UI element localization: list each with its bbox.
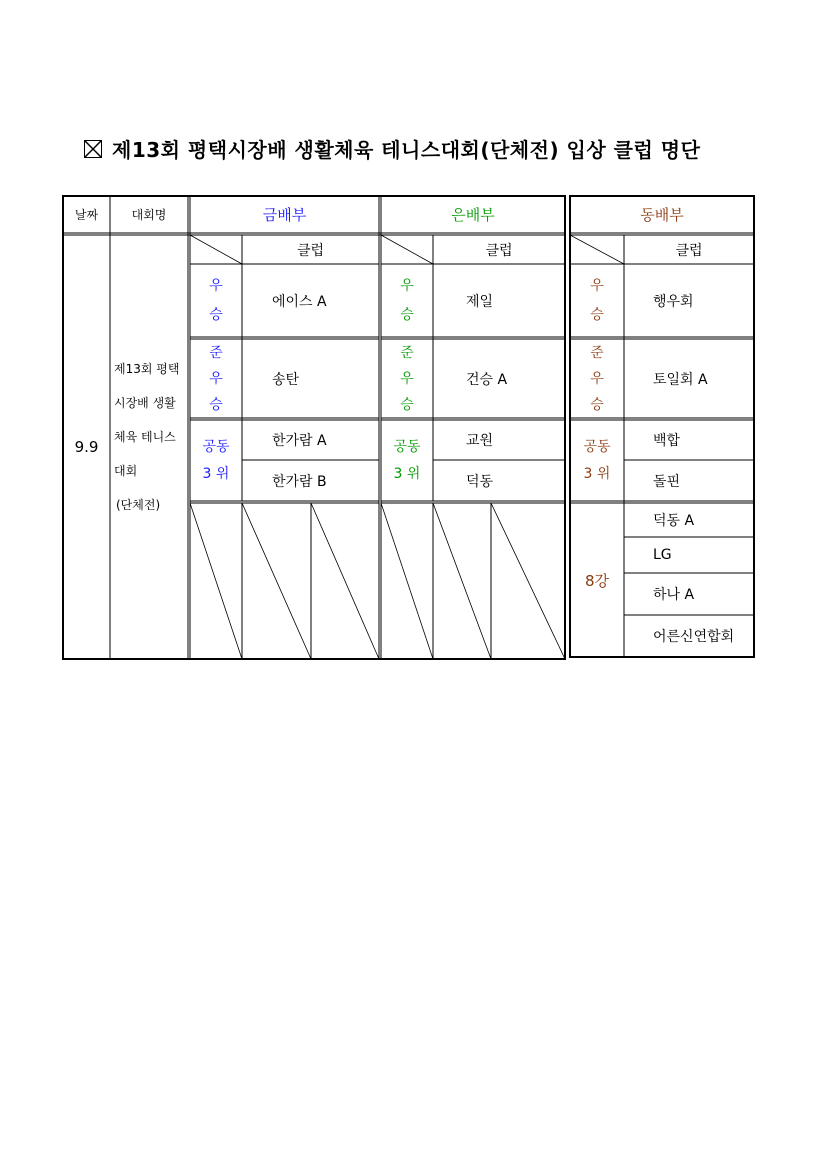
header-silver-division: 은배부 [451,206,495,224]
gold-runner-up-club: 송탄 [272,371,300,388]
bronze-winner-label: 우 승 [590,277,604,323]
silver-club-header: 클럽 [485,242,513,259]
silver-runner-up-label: 준 우 승 [400,344,414,413]
event-line: 시장배 생활 [114,396,176,410]
event-line: (단체전) [116,498,161,512]
gold-third-club-2: 한가람 B [272,473,327,490]
gold-third-label: 공동 3 위 [202,438,230,482]
bronze-eighth-label: 8강 [584,571,610,590]
event-line: 대회 [114,464,138,478]
gold-club-header: 클럽 [296,242,325,259]
bronze-eighth-club-1: 덕동 A [653,513,695,529]
date-cell: 9.9 [74,438,99,456]
silver-runner-up-club: 건승 A [466,371,508,388]
bronze-eighth-club-4: 어른신연합회 [653,629,735,645]
bronze-third-club-1: 백합 [653,433,681,449]
bronze-runner-up-club: 토일회 A [653,371,708,388]
header-gold-division: 금배부 [262,206,307,224]
gold-runner-up-label: 준 우 승 [209,344,223,413]
bronze-winner-club: 행우회 [653,294,694,310]
title-text: 제13회 평택시장배 생활체육 테니스대회(단체전) 입상 클럽 명단 [112,138,701,162]
gold-winner-label: 우 승 [209,277,223,323]
gold-third-club-1: 한가람 A [272,433,327,449]
bronze-club-header: 클럽 [675,242,703,259]
gold-winner-club: 에이스 A [272,294,327,310]
event-line: 제13회 평택 [114,362,180,376]
silver-third-label: 공동 3 위 [393,438,421,482]
silver-third-club-2: 덕동 [466,473,494,490]
bronze-eighth-club-2: LG [653,547,672,563]
bronze-third-label: 공동 3 위 [583,438,611,482]
event-line: 체육 테니스 [114,430,176,444]
silver-winner-club: 제일 [466,294,494,310]
bronze-third-club-2: 돌핀 [653,473,681,490]
event-name [114,352,188,522]
bronze-runner-up-label: 준 우 승 [590,344,604,413]
bronze-eighth-club-3: 하나 A [653,587,695,603]
silver-third-club-1: 교원 [466,433,494,449]
header-event: 대회명 [131,208,167,222]
header-bronze-division: 동배부 [640,206,684,224]
header-date: 날짜 [74,208,99,222]
silver-winner-label: 우 승 [400,277,414,323]
